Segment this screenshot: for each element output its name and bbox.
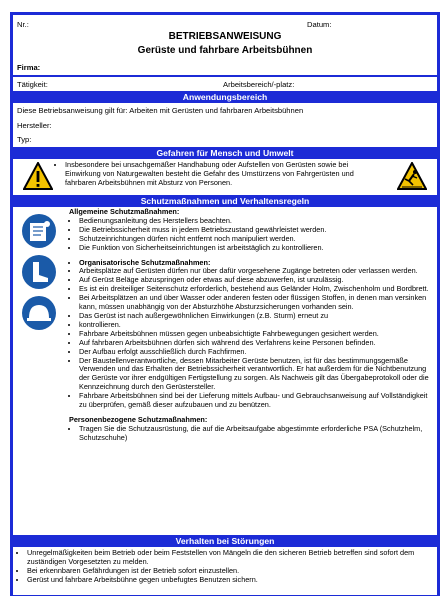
list-item: • Fahrbare Arbeitsbühnen sind bei der Lieferung mittels Aufbau- und Gebrauchsanweisung auf Vollständigkeit zu überprüfen, gemäß dieser aufzubauen und zu benützen.: [79, 392, 433, 410]
document-title: BETRIEBSANWEISUNG: [168, 31, 282, 42]
list-item: • Bedienungsanleitung des Herstellers beachten.: [79, 217, 433, 226]
list-item: • Der Aufbau erfolgt ausschließlich durch Fachfirmen.: [79, 348, 433, 357]
warning-triangle-icon: [23, 162, 53, 190]
disruptions-bar: Verhalten bei Störungen: [13, 535, 437, 547]
disruptions-section: [13, 547, 437, 595]
arbeitsbereich-label: Arbeitsbereich/-platz:: [223, 80, 295, 89]
general-list: [65, 217, 433, 253]
activity-row: [13, 77, 437, 91]
list-item: • Insbesondere bei unsachgemäßer Handhabung oder Aufstellen von Gerüsten sowie bei Einwirkung von Naturgewalten besteht die Gefahr des Umstürzens von Fahrgerüsten und fahrbaren Arbeitsbühnen mit Absturz von Personen.: [65, 160, 375, 187]
hazard-list: [53, 160, 375, 187]
measures-content: [65, 208, 433, 443]
falling-person-icon: [397, 162, 427, 190]
document-subtitle: Gerüste und fahrbare Arbeitsbühnen: [137, 45, 313, 56]
scope-section: [13, 103, 437, 147]
list-item: • Die Funktion von Sicherheitseinrichtungen ist arbeitstäglich zu kontrollieren.: [79, 244, 433, 253]
org-list: [65, 259, 433, 410]
list-item: • Fahrbare Arbeitsbühnen müssen gegen unbeabsichtigte Fahrbewegungen gesichert werden.: [79, 330, 433, 339]
scope-line: Diese Betriebsanweisung gilt für: Arbeiten mit Gerüsten und fahrbaren Arbeitsbühnen: [17, 106, 304, 115]
manual-icon: [21, 213, 57, 249]
hazards-section: [13, 159, 437, 195]
list-item: • Das Gerüst ist nach außergewöhnlichen Einwirkungen (z.B. Sturm) erneut zu: [79, 312, 433, 321]
header-section: [13, 15, 437, 75]
operating-instruction-sheet: [10, 12, 440, 596]
datum-label: Datum:: [307, 20, 332, 29]
personal-list: [65, 425, 433, 443]
general-heading: Allgemeine Schutzmaßnahmen:: [69, 207, 180, 216]
list-item: • Tragen Sie die Schutzausrüstung, die auf die Arbeitsaufgabe abgestimmte erforderliche PSA (Schutzhelm, Schutzschuhe): [79, 425, 433, 443]
helmet-icon: [21, 295, 57, 331]
measures-bar: Schutzmaßnahmen und Verhaltensregeln: [13, 195, 437, 207]
list-item: • Bei erkennbaren Gefährdungen ist der Betrieb sofort einzustellen.: [27, 567, 437, 576]
hersteller-label: Hersteller:: [17, 121, 52, 130]
firma-label: Firma:: [17, 63, 41, 72]
personal-heading: Personenbezogene Schutzmaßnahmen:: [69, 414, 208, 424]
list-item: • Bei Arbeitsplätzen an und über Wasser oder anderen festen oder flüssigen Stoffen, in denen man versinken kann, müssen unabhängig von der Absturzhöhe Absturzsicherungen vorhanden sein.: [79, 294, 433, 312]
list-item: • kontrollieren.: [79, 321, 433, 330]
disruption-list: [13, 547, 437, 585]
list-item: • Unregelmäßigkeiten beim Betrieb oder beim Feststellen von Mängeln die den sicheren Betrieb betreffen sind sofort dem zuständigen Vorgesetzten zu melden.: [27, 549, 437, 567]
list-item: • Arbeitsplätze auf Gerüsten dürfen nur über dafür vorgesehene Zugänge betreten oder verlassen werden.: [79, 267, 433, 276]
list-item: • Es ist ein dreiteiliger Seitenschutz erforderlich, bestehend aus Geländer Holm, Zwischenholm und Bordbrett.: [79, 285, 433, 294]
measures-section: [13, 207, 437, 535]
org-heading: • Organisatorische Schutzmaßnahmen:: [79, 259, 433, 268]
list-item: • Gerüst und fahrbare Arbeitsbühne gegen unbefugtes Benutzen sichern.: [27, 576, 437, 585]
typ-label: Typ:: [17, 135, 32, 144]
nr-label: Nr.:: [17, 20, 29, 29]
taetigkeit-label: Tätigkeit:: [17, 80, 48, 89]
list-item: • Der Baustellenverantwortliche, dessen Mitarbeiter Gerüste benutzen, ist für das bestimmungsgemäße Verwenden und das Erhalten der Betriebssicherheit verantwortlich. Er hat außerdem für die Nichtbenutzung der Gerüste vor ihrer endgültigen Fertigstellung zu sorgen. Als Nachweis gilt das Übergabeprotokoll oder die Kennzeichnung durch den Gerüstersteller.: [79, 357, 433, 393]
list-item: • Schutzeinrichtungen dürfen nicht entfernt noch manipuliert werden.: [79, 235, 433, 244]
list-item: • Auf fahrbaren Arbeitsbühnen dürfen sich während des Verfahrens keine Personen befinden.: [79, 339, 433, 348]
list-item: • Auf Gerüst Beläge abzuspringen oder etwas auf diese abzuwerfen, ist unzulässig.: [79, 276, 433, 285]
scope-bar: Anwendungsbereich: [13, 91, 437, 103]
hazards-bar: Gefahren für Mensch und Umwelt: [13, 147, 437, 159]
list-item: • Die Betriebssicherheit muss in jedem Betriebszustand gewährleistet werden.: [79, 226, 433, 235]
safety-boot-icon: [21, 254, 57, 290]
